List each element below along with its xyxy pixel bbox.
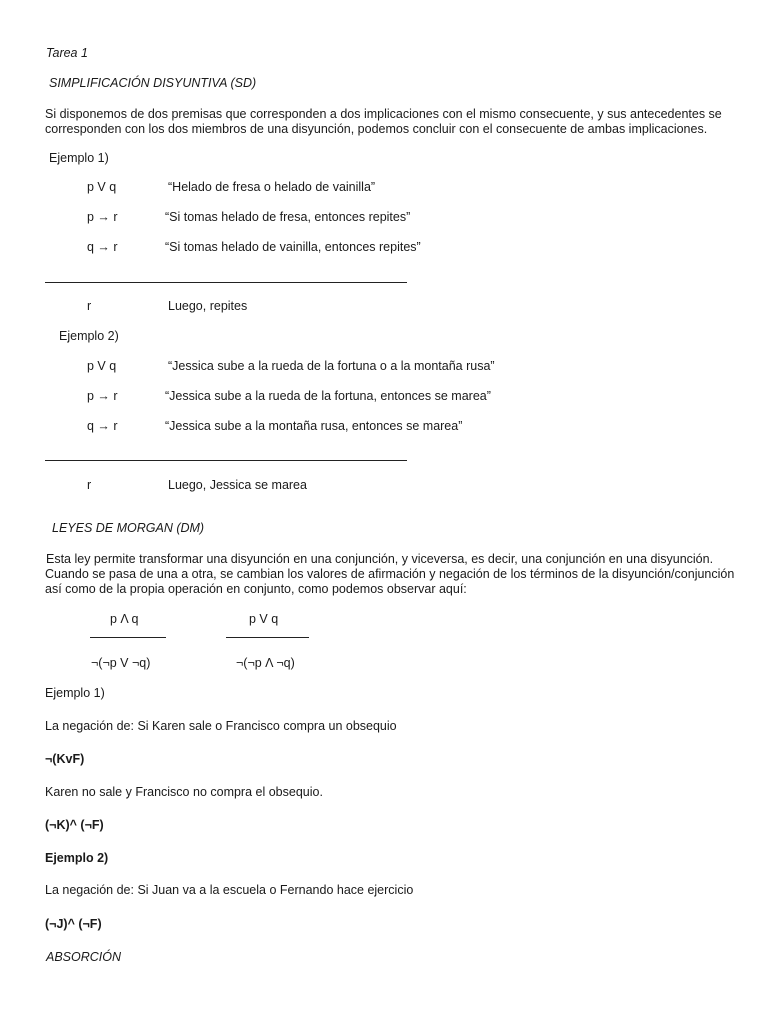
doc-title: Tarea 1 (46, 46, 88, 60)
dm-ex1-result-text: Karen no sale y Francisco no compra el obsequio. (45, 785, 323, 799)
sd-paragraph-line-2: corresponden con los dos miembros de una disyunción, podemos concluir con el consecuente de ambas implicaciones. (45, 122, 708, 136)
sd-ex2-conclusion-rule (45, 460, 407, 461)
sd-ex1-row-2-symbol: p → r (87, 210, 118, 224)
sd-ex1-row-3-text: “Si tomas helado de vainilla, entonces repites” (165, 240, 421, 254)
dm-formula-2-rule (226, 637, 309, 638)
sd-ex1-row-1-symbol: p V q (87, 180, 117, 194)
section-heading-absorcion: ABSORCIÓN (46, 950, 122, 964)
dm-formula-2-top: p V q (249, 612, 279, 626)
dm-example-2-label: Ejemplo 2) (45, 851, 109, 865)
sd-ex2-conclusion-symbol: r (87, 478, 92, 492)
dm-ex2-formula: (¬J)^ (¬F) (45, 917, 102, 931)
dm-example-1-label: Ejemplo 1) (45, 686, 105, 700)
sd-ex2-row-2-text: “Jessica sube a la rueda de la fortuna, entonces se marea” (165, 389, 491, 403)
dm-formula-1-top: p Λ q (110, 612, 139, 626)
sd-ex1-conclusion-rule (45, 282, 407, 283)
dm-ex1-negation-text: La negación de: Si Karen sale o Francisco compra un obsequio (45, 719, 397, 733)
sd-ex2-row-1-symbol: p V q (87, 359, 117, 373)
sd-ex2-row-3-symbol: q → r (87, 419, 118, 433)
sd-paragraph-line-1: Si disponemos de dos premisas que corresponden a dos implicaciones con el mismo consecuente, y sus antecedentes se (45, 107, 722, 121)
dm-paragraph-line-1: Esta ley permite transformar una disyunción en una conjunción, y viceversa, es decir, una conjunción en una disyunción. (46, 552, 714, 566)
section-heading-dm: LEYES DE MORGAN (DM) (52, 521, 205, 535)
sd-ex1-row-1-text: “Helado de fresa o helado de vainilla” (168, 180, 376, 194)
dm-paragraph-line-2: Cuando se pasa de una a otra, se cambian los valores de afirmación y negación de los términos de la disyunción/conjunción (45, 567, 735, 581)
sd-ex2-conclusion-text: Luego, Jessica se marea (168, 478, 307, 492)
sd-ex2-row-1-text: “Jessica sube a la rueda de la fortuna o a la montaña rusa” (168, 359, 495, 373)
sd-ex1-conclusion-text: Luego, repites (168, 299, 248, 313)
sd-example-2-label: Ejemplo 2) (59, 329, 119, 343)
sd-ex1-row-3-symbol: q → r (87, 240, 118, 254)
dm-ex1-formula-1: ¬(KvF) (45, 752, 85, 766)
dm-ex2-negation-text: La negación de: Si Juan va a la escuela o Fernando hace ejercicio (45, 883, 414, 897)
sd-example-1-label: Ejemplo 1) (49, 151, 109, 165)
sd-ex2-row-3-text: “Jessica sube a la montaña rusa, entonces se marea” (165, 419, 463, 433)
dm-ex1-formula-2: (¬K)^ (¬F) (45, 818, 104, 832)
sd-ex1-row-2-text: “Si tomas helado de fresa, entonces repites” (165, 210, 411, 224)
section-heading-sd: SIMPLIFICACIÓN DISYUNTIVA (SD) (49, 76, 257, 90)
dm-formula-1-rule (90, 637, 166, 638)
sd-ex1-conclusion-symbol: r (87, 299, 92, 313)
sd-ex2-row-2-symbol: p → r (87, 389, 118, 403)
dm-formula-1-bottom: ¬(¬p V ¬q) (91, 656, 151, 670)
dm-formula-2-bottom: ¬(¬p Λ ¬q) (236, 656, 295, 670)
dm-paragraph-line-3: así como de la propia operación en conjunto, como podemos observar aquí: (45, 582, 467, 596)
